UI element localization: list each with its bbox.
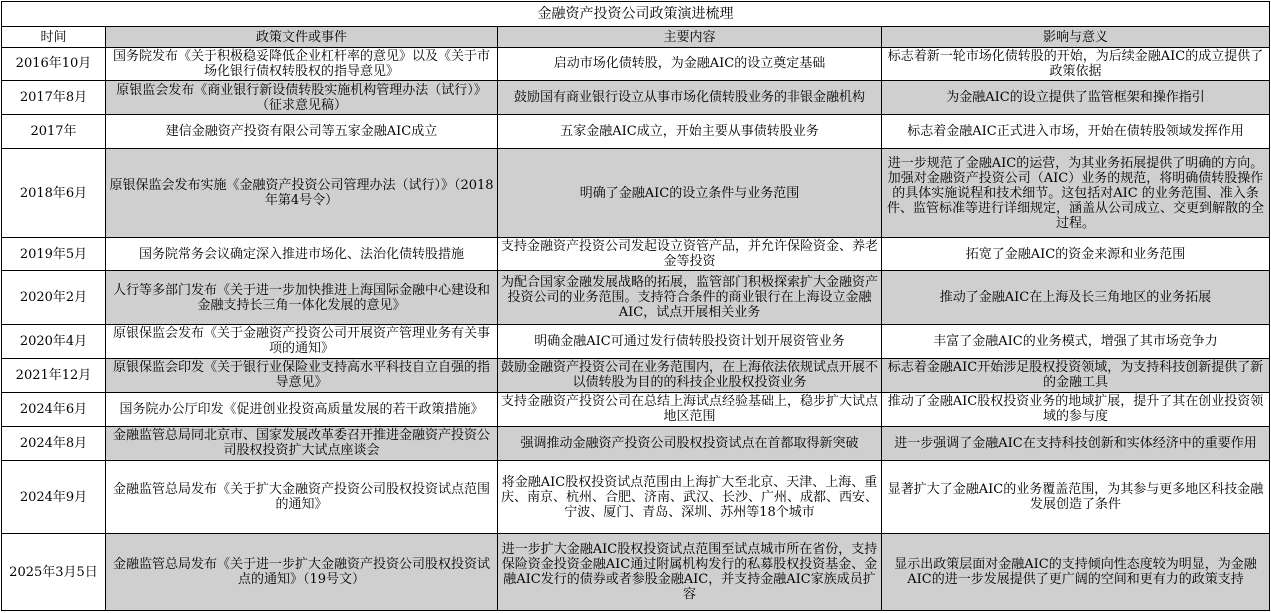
cell-time: 2017年8月 <box>2 80 106 114</box>
cell-event: 原银监会发布《商业银行新设债转股实施机构管理办法（试行）》（征求意见稿） <box>106 80 498 114</box>
cell-content: 启动市场化债转股，为金融AIC的设立奠定基础 <box>498 48 882 81</box>
cell-time: 2021年12月 <box>2 358 106 392</box>
cell-time: 2020年2月 <box>2 271 106 324</box>
cell-impact: 标志着新一轮市场化债转股的开始，为后续金融AIC的成立提供了政策依据 <box>882 48 1270 81</box>
header-impact: 影响与意义 <box>882 27 1270 48</box>
table-row <box>2 534 1270 611</box>
table-row <box>2 149 1270 238</box>
policy-table <box>1 1 1270 611</box>
table-row <box>2 115 1270 149</box>
table-row <box>2 80 1270 114</box>
cell-content: 进一步扩大金融AIC股权投资试点范围至试点城市所在省份，支持保险资金投资金融AIC通过附属机构发行的私募股权投资基金、金融AIC发行的债券或者参股金融AIC，并支持金融AIC家族成员扩容 <box>498 534 882 611</box>
cell-event: 人行等多部门发布《关于进一步加快推进上海国际金融中心建设和金融支持长三角一体化发展的意见》 <box>106 271 498 324</box>
cell-content: 鼓励金融资产投资公司在业务范围内，在上海依法依规试点开展不以债转股为目的的科技企业股权投资业务 <box>498 358 882 392</box>
cell-impact: 为金融AIC的设立提供了监管框架和操作指引 <box>882 80 1270 114</box>
cell-event: 国务院常务会议确定深入推进市场化、法治化债转股措施 <box>106 238 498 271</box>
cell-impact: 推动了金融AIC在上海及长三角地区的业务拓展 <box>882 271 1270 324</box>
cell-time: 2017年 <box>2 115 106 149</box>
cell-event: 原银保监会发布《关于金融资产投资公司开展资产管理业务有关事项的通知》 <box>106 324 498 358</box>
table-row <box>2 358 1270 392</box>
table-row <box>2 324 1270 358</box>
cell-content: 支持金融资产投资公司发起设立资管产品，并允许保险资金、养老金等投资 <box>498 238 882 271</box>
table-row <box>2 238 1270 271</box>
cell-impact: 标志着金融AIC开始涉足股权投资领域，为支持科技创新提供了新的金融工具 <box>882 358 1270 392</box>
cell-time: 2016年10月 <box>2 48 106 81</box>
header-event: 政策文件或事件 <box>106 27 498 48</box>
cell-content: 强调推动金融资产投资公司股权投资试点在首都取得新突破 <box>498 426 882 460</box>
cell-time: 2020年4月 <box>2 324 106 358</box>
cell-event: 金融监管总局同北京市、国家发展改革委召开推进金融资产投资公司股权投资扩大试点座谈会 <box>106 426 498 460</box>
header-content: 主要内容 <box>498 27 882 48</box>
table-row <box>2 426 1270 460</box>
cell-content: 鼓励国有商业银行设立从事市场化债转股业务的非银金融机构 <box>498 80 882 114</box>
cell-event: 建信金融资产投资有限公司等五家金融AIC成立 <box>106 115 498 149</box>
cell-content: 支持金融资产投资公司在总结上海试点经验基础上，稳步扩大试点地区范围 <box>498 392 882 426</box>
cell-content: 五家金融AIC成立，开始主要从事债转股业务 <box>498 115 882 149</box>
cell-time: 2024年9月 <box>2 460 106 533</box>
cell-content: 明确金融AIC可通过发行债转股投资计划开展资管业务 <box>498 324 882 358</box>
header-row <box>2 27 1270 48</box>
cell-time: 2024年8月 <box>2 426 106 460</box>
cell-event: 金融监管总局发布《关于扩大金融资产投资公司股权投资试点范围的通知》 <box>106 460 498 533</box>
cell-time: 2018年6月 <box>2 149 106 238</box>
cell-impact: 拓宽了金融AIC的资金来源和业务范围 <box>882 238 1270 271</box>
table-row <box>2 460 1270 533</box>
cell-time: 2019年5月 <box>2 238 106 271</box>
cell-time: 2024年6月 <box>2 392 106 426</box>
cell-event: 金融监管总局发布《关于进一步扩大金融资产投资公司股权投资试点的通知》（19号文） <box>106 534 498 611</box>
cell-impact: 显示出政策层面对金融AIC的支持倾向性态度较为明显，为金融AIC的进一步发展提供了更广阔的空间和更有力的政策支持 <box>882 534 1270 611</box>
table-row <box>2 271 1270 324</box>
cell-impact: 进一步规范了金融AIC的运营，为其业务拓展提供了明确的方向。加强对金融资产投资公司（AIC）业务的规范，将明确债转股操作的具体实施说程和技术细节。这包括对AIC 的业务范围、准入条件、监管标准等进行详细规定，涵盖从公司成立、交更到解散的全过程。 <box>882 149 1270 238</box>
cell-impact: 标志着金融AIC正式进入市场，开始在债转股领域发挥作用 <box>882 115 1270 149</box>
cell-content: 明确了金融AIC的设立条件与业务范围 <box>498 149 882 238</box>
cell-impact: 推动了金融AIC股权投资业务的地域扩展，提升了其在创业投资领域的参与度 <box>882 392 1270 426</box>
cell-impact: 丰富了金融AIC的业务模式，增强了其市场竞争力 <box>882 324 1270 358</box>
cell-event: 国务院发布《关于积极稳妥降低企业杠杆率的意见》以及《关于市场化银行债权转股权的指导意见》 <box>106 48 498 81</box>
cell-content: 将金融AIC股权投资试点范围由上海扩大至北京、天津、上海、重庆、南京、杭州、合肥、济南、武汉、长沙、广州、成都、西安、宁波、厦门、青岛、深圳、苏州等18个城市 <box>498 460 882 533</box>
cell-content: 为配合国家金融发展战略的拓展，监管部门积极探索扩大金融资产投资公司的业务范围。支持符合条件的商业银行在上海设立金融AIC，试点开展相关业务 <box>498 271 882 324</box>
cell-impact: 进一步强调了金融AIC在支持科技创新和实体经济中的重要作用 <box>882 426 1270 460</box>
cell-event: 原银保监会印发《关于银行业保险业支持高水平科技自立自强的指导意见》 <box>106 358 498 392</box>
table-title: 金融资产投资公司政策演进梳理 <box>2 2 1270 27</box>
cell-impact: 显著扩大了金融AIC的业务覆盖范围，为其参与更多地区科技金融发展创造了条件 <box>882 460 1270 533</box>
header-time: 时间 <box>2 27 106 48</box>
cell-event: 原银保监会发布实施《金融资产投资公司管理办法（试行）》（2018年第4号令） <box>106 149 498 238</box>
table-row <box>2 392 1270 426</box>
cell-time: 2025年3月5日 <box>2 534 106 611</box>
cell-event: 国务院办公厅印发《促进创业投资高质量发展的若干政策措施》 <box>106 392 498 426</box>
table-row <box>2 48 1270 81</box>
